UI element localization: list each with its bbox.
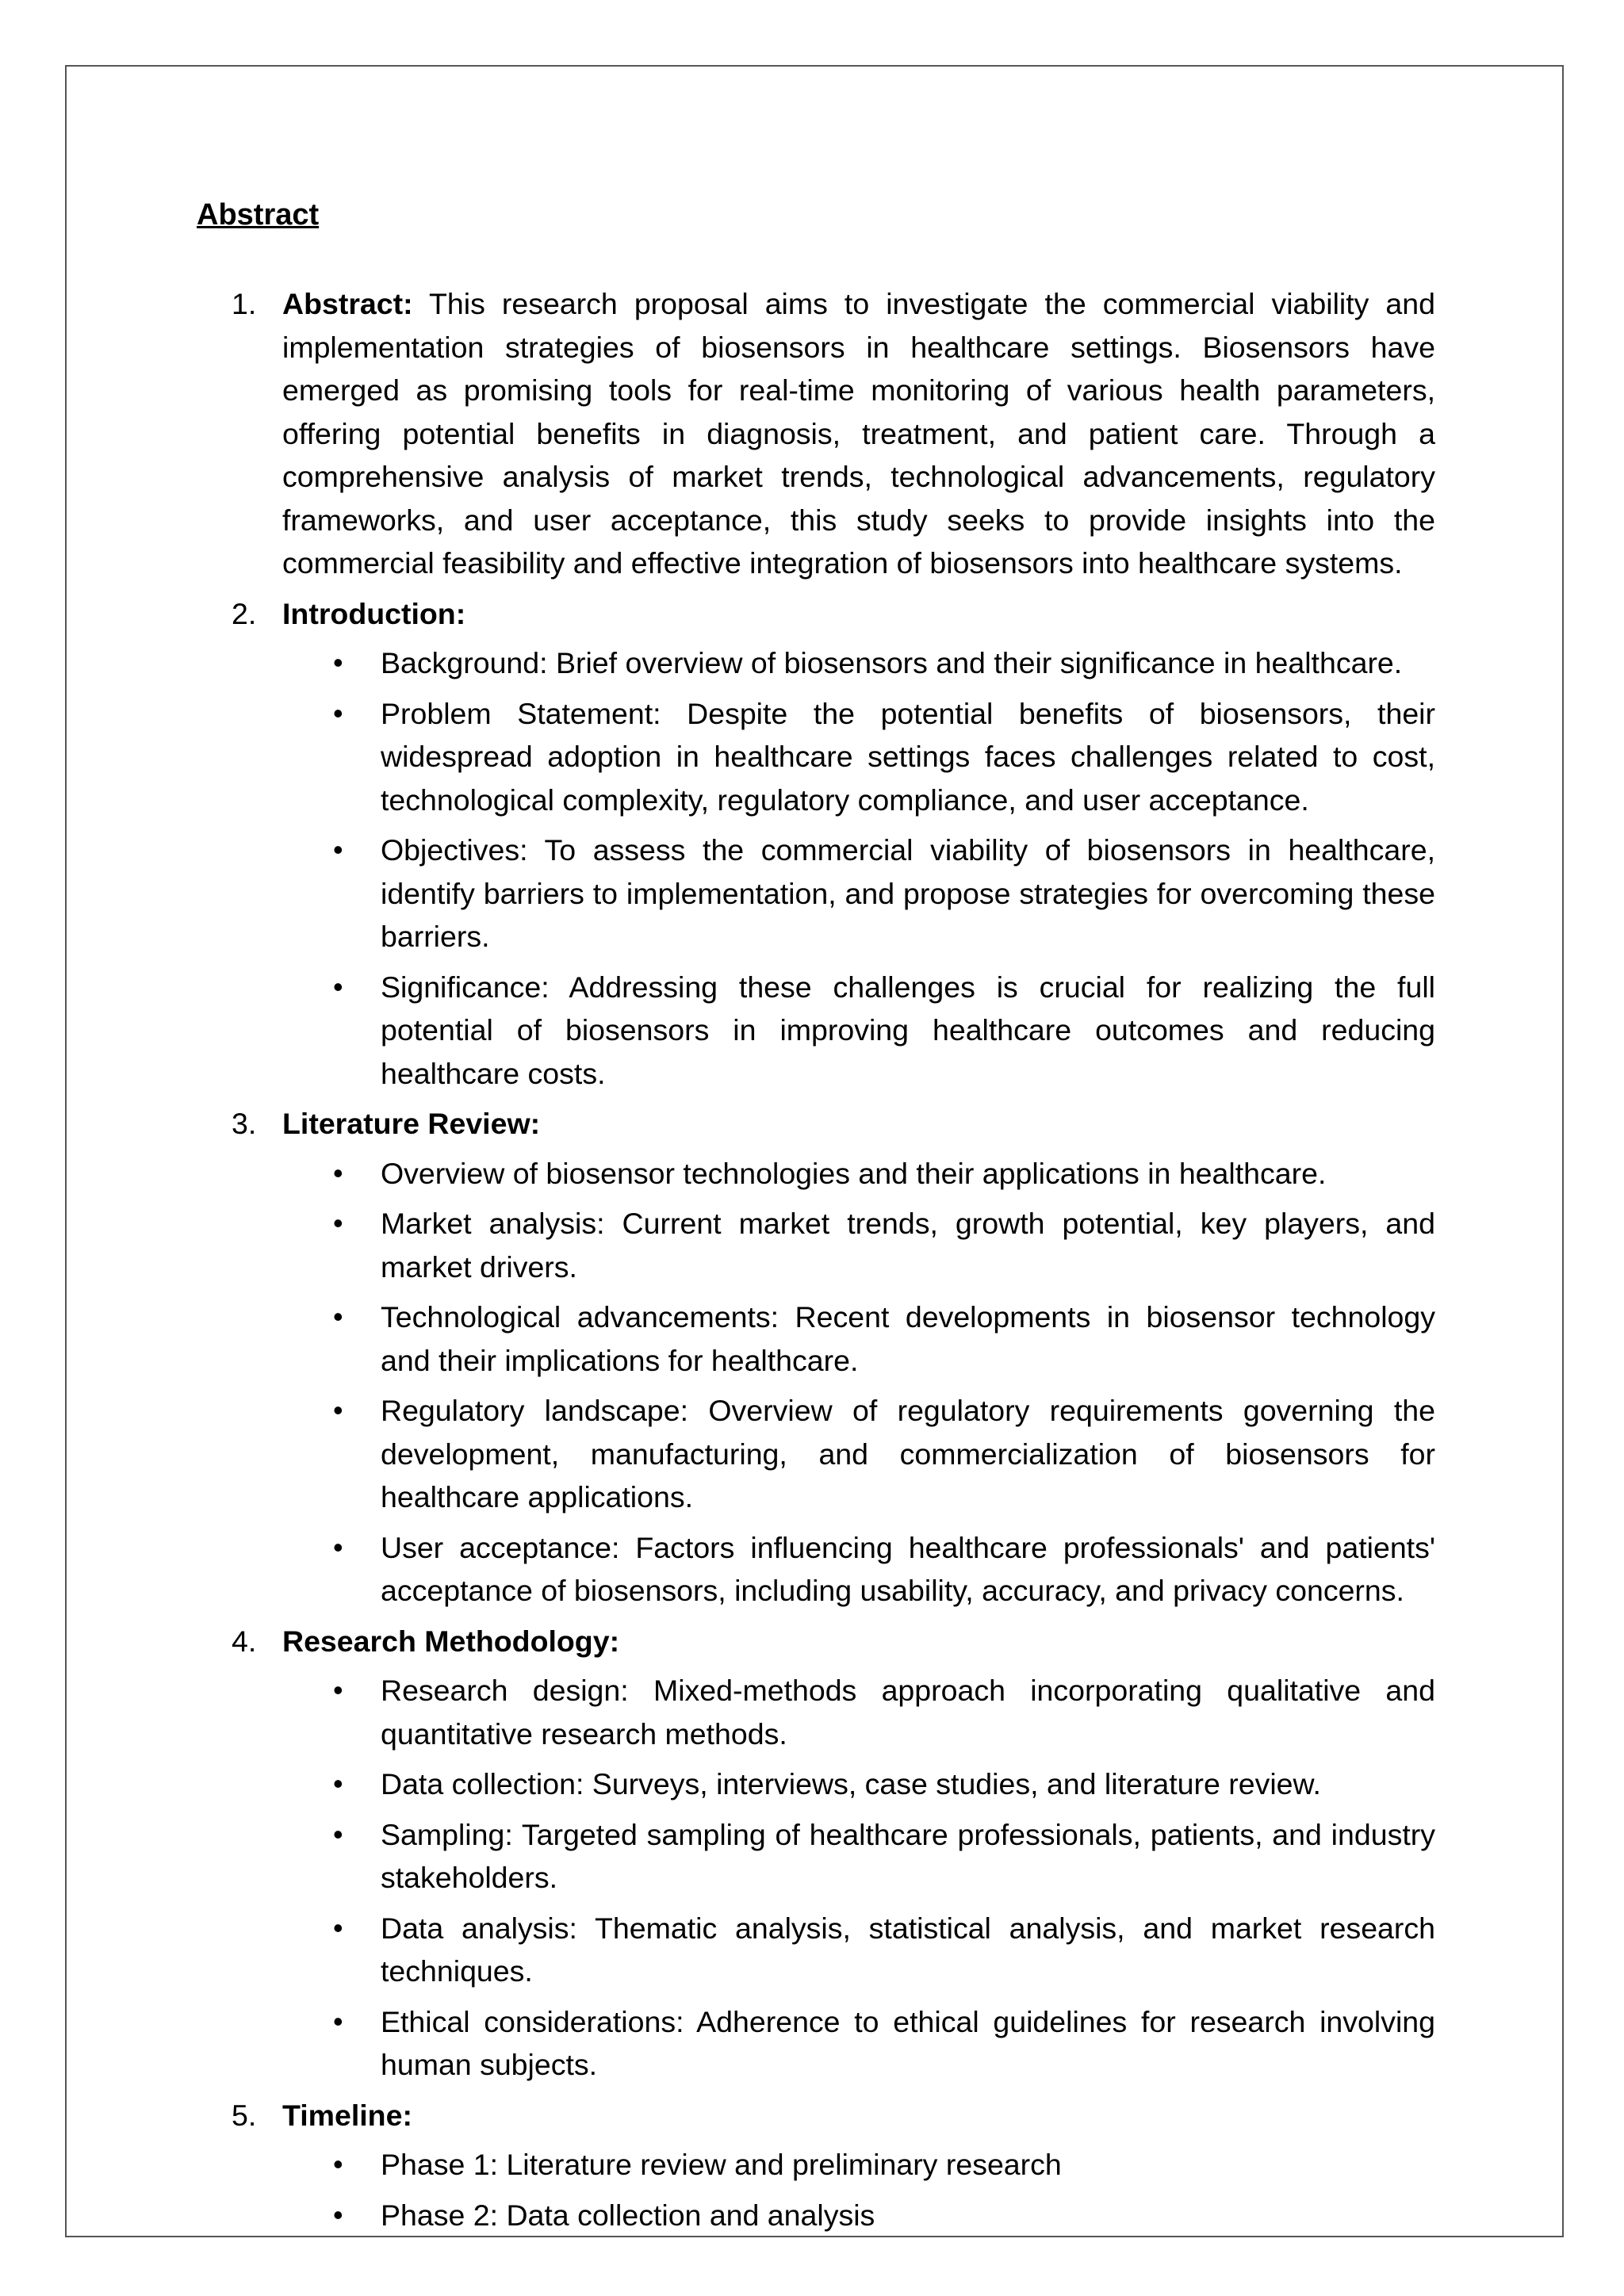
section-literature-review [232, 1102, 1435, 1613]
list-item: • Regulatory landscape: Overview of regulatory requirements governing the development, manufacturing, and commercialization of biosensors for healthcare applications. [381, 1389, 1435, 1519]
section-number: 3. [232, 1107, 257, 1140]
section-number: 1. [232, 287, 257, 320]
list-item: • User acceptance: Factors influencing healthcare professionals' and patients' acceptance of biosensors, including usability, accuracy, and privacy concerns. [381, 1526, 1435, 1613]
section-number: 5. [232, 2098, 257, 2132]
list-item: • Phase 1: Literature review and preliminary research [381, 2143, 1435, 2187]
list-item: • Data analysis: Thematic analysis, statistical analysis, and market research techniques. [381, 1907, 1435, 1993]
section-number: 4. [232, 1624, 257, 1658]
list-item: • Problem Statement: Despite the potential benefits of biosensors, their widespread adoption in healthcare settings faces challenges related to cost, technological complexity, regulatory compliance, and user acceptance. [381, 692, 1435, 822]
section-title: Timeline: [282, 2098, 412, 2132]
list-item: • Market analysis: Current market trends, growth potential, key players, and market drivers. [381, 1202, 1435, 1288]
bullet-list [282, 641, 1435, 1095]
list-item: • Overview of biosensor technologies and their applications in healthcare. [381, 1152, 1435, 1196]
section-list [232, 282, 1436, 2244]
bullet-list [282, 2143, 1435, 2237]
section-paragraph [282, 282, 1435, 585]
section-introduction [232, 592, 1435, 1096]
list-item: • Technological advancements: Recent developments in biosensor technology and their implications for healthcare. [381, 1295, 1435, 1382]
section-timeline [232, 2094, 1435, 2237]
list-item: • Background: Brief overview of biosensors and their significance in healthcare. [381, 641, 1435, 685]
section-number: 2. [232, 596, 257, 630]
list-item: • Research design: Mixed-methods approach incorporating qualitative and quantitative research methods. [381, 1669, 1435, 1755]
section-research-methodology [232, 1620, 1435, 2087]
section-abstract [232, 282, 1436, 585]
section-body: This research proposal aims to investigate the commercial viability and implementation strategies of biosensors in healthcare settings. Biosensors have emerged as promising tools for real-time monitoring of various health parameters, offering potential benefits in diagnosis, treatment, and patient care. Through a comprehensive analysis of market trends, technological advancements, regulatory frameworks, and user acceptance, this study seeks to provide insights into the commercial feasibility and effective integration of biosensors into healthcare systems. [282, 287, 1436, 580]
section-title: Literature Review: [282, 1107, 541, 1140]
bullet-list [282, 1152, 1435, 1613]
list-item: • Data collection: Surveys, interviews, case studies, and literature review. [381, 1762, 1435, 1806]
section-title: Research Methodology: [282, 1624, 620, 1658]
list-item: • Significance: Addressing these challenges is crucial for realizing the full potential of biosensors in improving healthcare outcomes and reducing healthcare costs. [381, 966, 1435, 1096]
list-item: • Phase 2: Data collection and analysis [381, 2194, 1435, 2237]
bullet-list [282, 1669, 1435, 2087]
list-item: • Ethical considerations: Adherence to ethical guidelines for research involving human subjects. [381, 2000, 1435, 2087]
section-title: Introduction: [282, 596, 466, 630]
list-item: • Objectives: To assess the commercial viability of biosensors in healthcare, identify barriers to implementation, and propose strategies for overcoming these barriers. [381, 828, 1435, 959]
list-item: • Sampling: Targeted sampling of healthcare professionals, patients, and industry stakeholders. [381, 1813, 1435, 1900]
section-title: Abstract: [282, 287, 413, 320]
document-heading: Abstract [197, 198, 320, 232]
